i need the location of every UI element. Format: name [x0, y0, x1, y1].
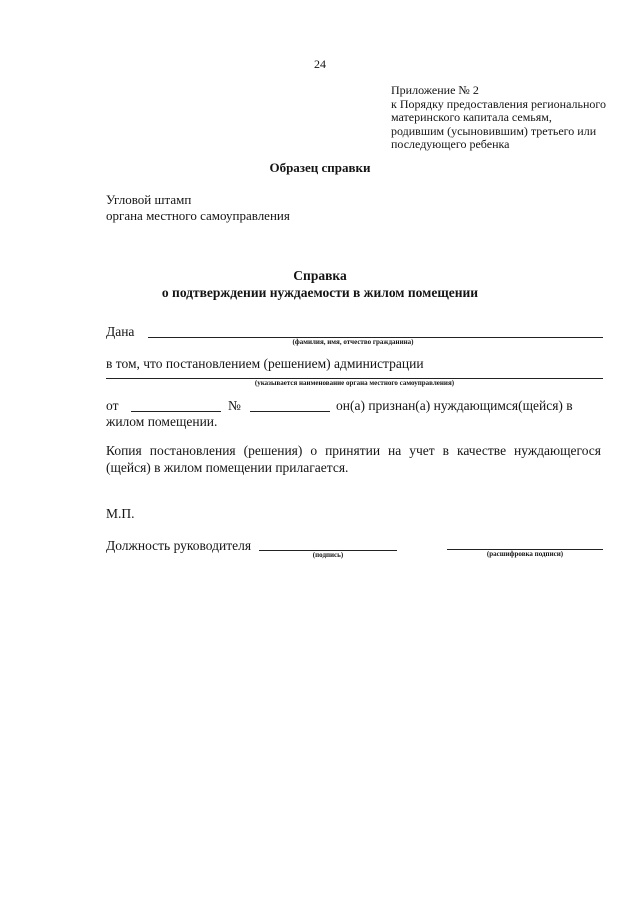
seal-label: М.П. [106, 506, 135, 521]
stamp-line-1: Угловой штамп [106, 192, 192, 207]
appendix-line: к Порядку предоставления регионального [391, 96, 607, 111]
recognized-text: он(а) признан(а) нуждающимся(щейся) в [336, 398, 573, 413]
signature-decoding-caption: (расшифровка подписи) [486, 550, 564, 558]
resolution-text: в том, что постановлением (решением) администрации [106, 356, 424, 371]
from-label: от [106, 398, 119, 413]
signature-caption: (подпись) [312, 551, 344, 559]
resolution-number-line [250, 411, 330, 412]
position-label: Должность руководителя [106, 538, 252, 553]
certificate-subtitle: о подтверждении нуждаемости в жилом помещении [161, 285, 479, 300]
appendix-line: последующего ребенка [391, 137, 510, 151]
appendix-line: родившим (усыновившим) третьего или [391, 123, 597, 138]
given-label: Дана [106, 324, 135, 339]
appendix-line: Приложение № 2 [391, 83, 479, 97]
page-number: 24 [314, 57, 326, 71]
appendix-line: материнского капитала семьям, [391, 110, 552, 124]
stamp-line-2: органа местного самоуправления [106, 208, 290, 223]
recognized-text-continuation: жилом помещении. [106, 414, 218, 429]
number-label: № [228, 398, 241, 413]
sample-title: Образец справки [269, 160, 371, 175]
corner-stamp-label [106, 192, 290, 224]
certificate-title: Справка [293, 268, 347, 283]
date-line [131, 411, 221, 412]
citizen-name-caption: (фамилия, имя, отчество гражданина) [292, 338, 414, 346]
certificate-heading [0, 267, 640, 301]
authority-caption: (указывается наименование органа местного самоуправления) [254, 379, 455, 387]
appendix-block [391, 84, 606, 152]
copy-attached-paragraph: Копия постановления (решения) о принятии на учет в качестве нуждающегося (щейся) в жилом помещении прилагается. [106, 443, 601, 475]
